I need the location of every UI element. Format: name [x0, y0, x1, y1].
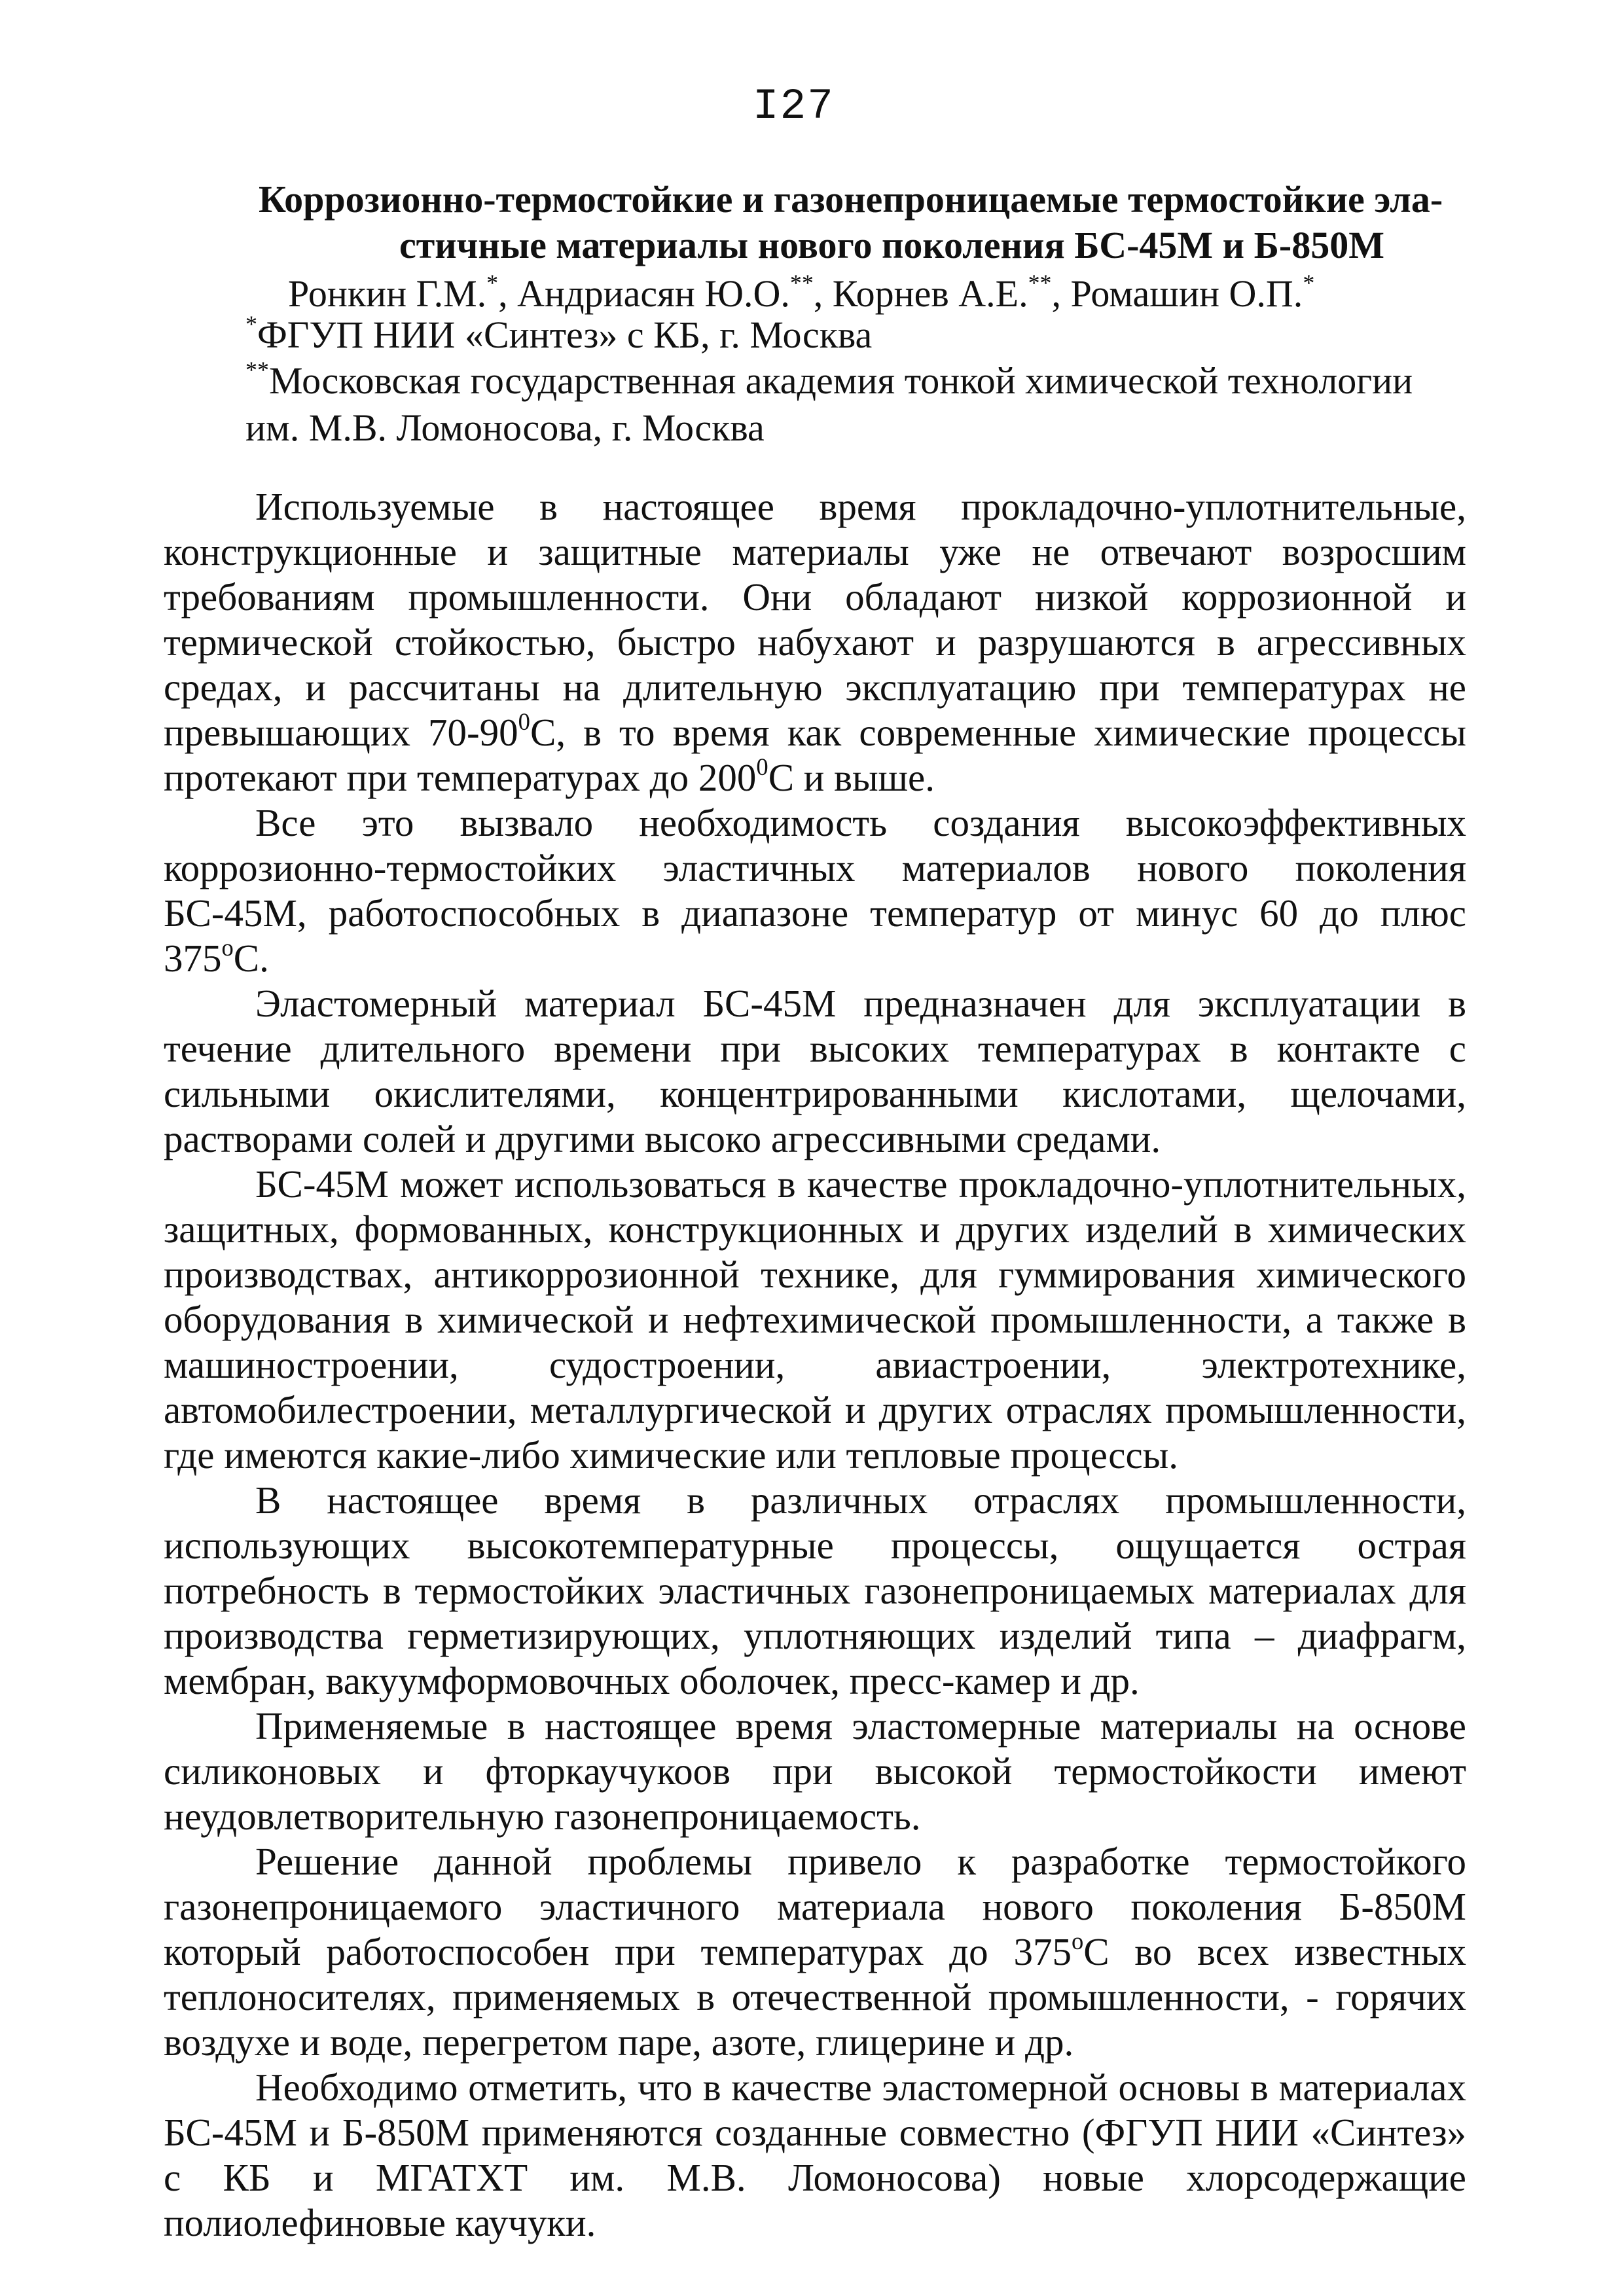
page-number: I27 [753, 82, 835, 131]
paragraph-2-text-end: С. [233, 937, 269, 980]
affiliation-mark: ** [1028, 270, 1052, 296]
title-line-1: Коррозионно-термостойкие и газонепроницаемые термостойкие эла- [259, 178, 1443, 221]
author-kornev: , Корнев А.Е. [813, 272, 1028, 315]
affiliation-mark: ** [789, 270, 814, 296]
paragraph-3: Эластомерный материал БС-45М предназначен для эксплуатации в течение длительного времени при высоких температурах в контакте с сильными окислителями, концентрированными кислотами, щелочами, растворами солей и другими высоко агрессивными средами. [164, 982, 1466, 1160]
paragraph-2-text: Все это вызвало необходимость создания высокоэффективных коррозионно-термостойких эластичных материалов нового поколения БС-45М, работоспособных в диапазоне температур от минус 60 до плюс 375 [164, 801, 1466, 980]
paper-title [259, 177, 1476, 268]
degree-mark: 0 [756, 753, 768, 780]
degree-mark: о [221, 933, 234, 961]
author-list [288, 272, 1314, 316]
paragraph-6: Применяемые в настоящее время эластомерные материалы на основе силиконовых и фторкаучукоов при высокой термостойкости имеют неудовлетворительную газонепроницаемость. [164, 1704, 1466, 1838]
title-line-2: стичные материалы нового поколения БС-45М и Б-850М [399, 224, 1384, 266]
degree-mark: 0 [518, 708, 530, 735]
affiliation-mark: * [1303, 270, 1315, 296]
paragraph-1-text-end: С и выше. [768, 756, 935, 799]
author-ronkin: Ронкин Г.М. [288, 272, 487, 315]
paragraph-5: В настоящее время в различных отраслях промышленности, использующих высокотемпературные процессы, ощущается острая потребность в термостойких эластичных газонепроницаемых материалах для производства герметизирующих, уплотняющих изделий типа – диафрагм, мембран, вакуумформовочных оболочек, пресс-камер и др. [164, 1479, 1466, 1702]
degree-mark: о [1071, 1927, 1084, 1954]
affiliation-1-text: ФГУП НИИ «Синтез» с КБ, г. Москва [257, 314, 873, 356]
paragraph-7 [164, 1839, 1466, 2065]
affiliation-2 [245, 357, 1456, 452]
affiliation-2-text: Московская государственная академия тонкой химической технологии им. М.В. Ломоносова, г. Москва [245, 359, 1413, 449]
paragraph-1 [164, 484, 1466, 800]
author-andriasyan: , Андриасян Ю.О. [498, 272, 790, 315]
paragraph-1-text-cont: С, в то время как современные химические процессы протекают при температурах до 200 [164, 711, 1466, 799]
affiliation-mark: * [486, 270, 499, 296]
affiliation-1 [245, 313, 872, 357]
paragraph-7-text-end: С во всех известных теплоносителях, применяемых в отечественной промышленности, - горячих воздухе и воде, перегретом паре, азоте, глицерине и др. [164, 1930, 1466, 2064]
affiliation-mark: ** [245, 357, 269, 384]
paragraph-4: БС-45М может использоваться в качестве прокладочно-уплотнительных, защитных, формованных, конструкционных и других изделий в химических производствах, антикоррозионной технике, для гуммирования химического оборудования в химической и нефтехимической промышленности, а также в машиностроении, судостроении, авиастроении, электротехнике, автомобилестроении, металлургической и других отраслях промышленности, где имеются какие-либо химические или тепловые процессы. [164, 1162, 1466, 1477]
author-romashin: , Ромашин О.П. [1051, 272, 1303, 315]
paragraph-8: Необходимо отметить, что в качестве эластомерной основы в материалах БС-45М и Б-850М применяются созданные совместно (ФГУП НИИ «Синтез» с КБ и МГАТХТ им. М.В. Ломоносова) новые хлорсодержащие полиолефиновые каучуки. [164, 2066, 1466, 2244]
paragraph-2 [164, 800, 1466, 981]
paragraph-7-text: Решение данной проблемы привело к разработке термостойкого газонепроницаемого эластичного материала нового поколения Б-850М который работоспособен при температурах до 375 [164, 1840, 1466, 1973]
paragraph-1-text: Используемые в настоящее время прокладочно-уплотнительные, конструкционные и защитные материалы уже не отвечают возросшим требованиям промышленности. Они обладают низкой коррозионной и термической стойкостью, быстро набухают и разрушаются в агрессивных средах, и рассчитаны на длительную эксплуатацию при температурах не превышающих 70-90 [164, 485, 1466, 754]
article-body [164, 484, 1466, 2246]
affiliation-mark: * [245, 311, 257, 338]
